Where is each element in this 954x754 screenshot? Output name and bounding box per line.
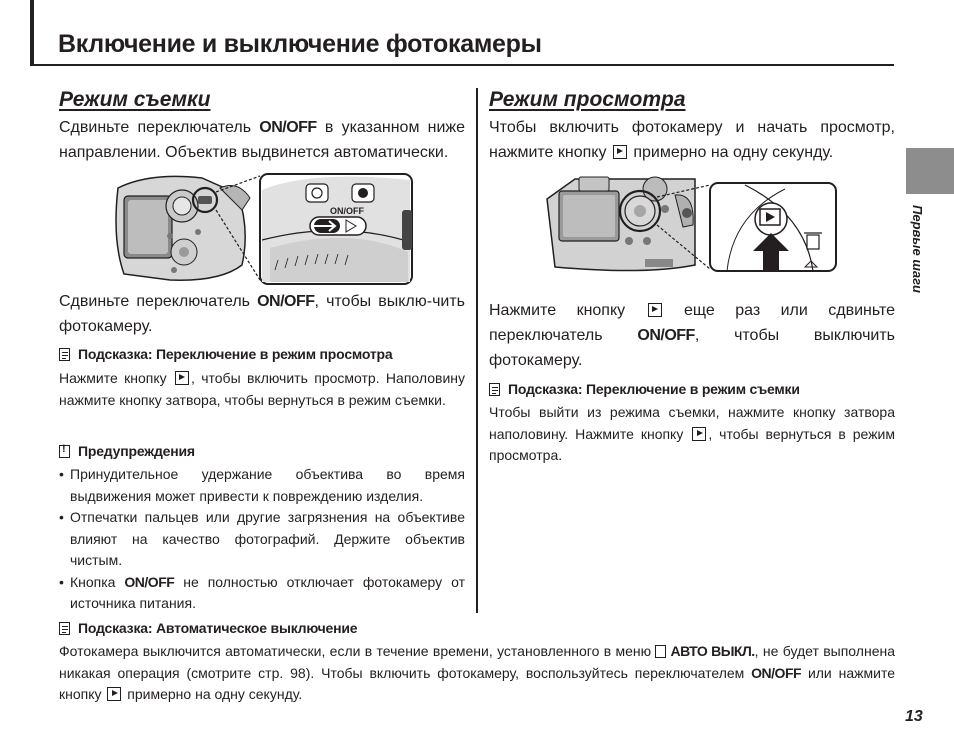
section-title-playback: Режим просмотра [489,88,686,111]
page-number: 13 [905,708,923,725]
hint-text-playback [59,368,465,411]
note-icon [489,383,500,396]
playback-button-icon [175,371,189,385]
on-off-switch-closeup [260,174,412,284]
text-segment: , чтобы выклю-чить фотокамеру. [59,293,465,335]
playback-button-icon [648,303,662,317]
warning-item [59,572,465,615]
switch-label: ON/OFF [330,206,364,216]
text-segment: примерно на одну секунду. [123,686,303,702]
hint-title-text: Подсказка: Переключение в режим просмотра [78,346,393,362]
text-segment: не полностью отключает фотокамеру от источника питания. [70,573,465,611]
hint-text-shooting [489,402,895,467]
shooting-paragraph-2 [59,289,465,339]
playback-paragraph-1 [489,115,895,165]
text-segment: Сдвиньте переключатель [59,119,260,136]
text-segment: , чтобы вернуться в режим просмотра. [489,425,895,463]
playback-button-closeup [710,183,836,271]
chapter-label: Первые шаги [910,205,925,293]
hint-title-text: Подсказка: Переключение в режим съемки [508,381,800,397]
setup-menu-icon [655,645,666,658]
text-segment: примерно на одну секунду. [628,144,834,161]
column-divider [476,88,478,613]
section-title-shooting: Режим съемки [59,88,211,111]
text-segment: в указанном ниже направлении. Объектив выдвинется автоматически. [59,119,466,161]
title-rule [30,64,894,66]
text-segment: Кнопка [70,573,125,590]
text-segment: , чтобы включить просмотр. Наполовину нажмите кнопку затвора, чтобы вернуться в режим съемки. [59,370,465,408]
text-segment: , чтобы выключить фотокамеру. [489,327,895,369]
page-title: Включение и выключение фотокамеры [58,30,542,58]
playback-button-icon [107,687,121,701]
on-off-key-label: ON/OFF [259,119,317,136]
text-segment: Чтобы включить фотокамеру и начать просмотр, нажмите кнопку [489,119,895,161]
camera-back-drawing [547,177,695,271]
warning-icon [59,445,70,458]
on-off-key-label: ON/OFF [124,573,175,590]
on-off-key-label: ON/OFF [637,327,695,344]
warning-list [59,464,465,615]
on-off-key-label: ON/OFF [257,293,315,310]
warning-item: • Принудительное удержание объектива во время выдвижения может привести к повреждению изделия. [59,464,465,507]
camera-body-drawing [116,176,250,280]
hint-title-text: Подсказка: Автоматическое выключение [78,620,358,636]
on-off-key-label: ON/OFF [751,664,802,681]
note-icon [59,622,70,635]
title-bar-decoration [30,0,34,66]
hint-title-playback [59,346,392,362]
warning-title [59,443,195,459]
hint-text-auto-off [59,641,895,706]
menu-item-label: АВТО ВЫКЛ. [670,643,755,659]
text-segment: еще раз или сдвиньте переключатель [489,302,896,344]
camera-top-illustration [110,170,415,288]
playback-button-icon [692,427,706,441]
playback-button-icon [613,145,627,159]
text-segment: Нажмите кнопку [59,370,173,386]
chapter-tab [906,148,954,194]
warning-item: • Отпечатки пальцев или другие загрязнения на объективе влияют на качество фотографий. Держите объектив чистым. [59,507,465,572]
shooting-paragraph-1 [59,115,465,165]
playback-paragraph-2 [489,298,895,373]
text-segment: Нажмите кнопку [489,302,646,319]
hint-title-shooting [489,381,800,397]
camera-back-illustration [545,175,840,275]
text-segment: , не будет выполнена никакая операция (смотрите стр. 98). Чтобы включить фотокамеру, воспользуйтесь переключателем [59,643,895,681]
text-segment: Чтобы выйти из режима съемки, нажмите кнопку затвора наполовину. Нажмите кнопку [489,404,895,442]
text-segment: Фотокамера выключится автоматически, если в течение времени, установленного в меню [59,643,656,659]
text-segment: Сдвиньте переключатель [59,293,258,310]
text-segment: или нажмите кнопку [59,664,895,702]
warning-title-text: Предупреждения [78,443,195,459]
note-icon [59,348,70,361]
hint-title-auto-off [59,620,357,636]
